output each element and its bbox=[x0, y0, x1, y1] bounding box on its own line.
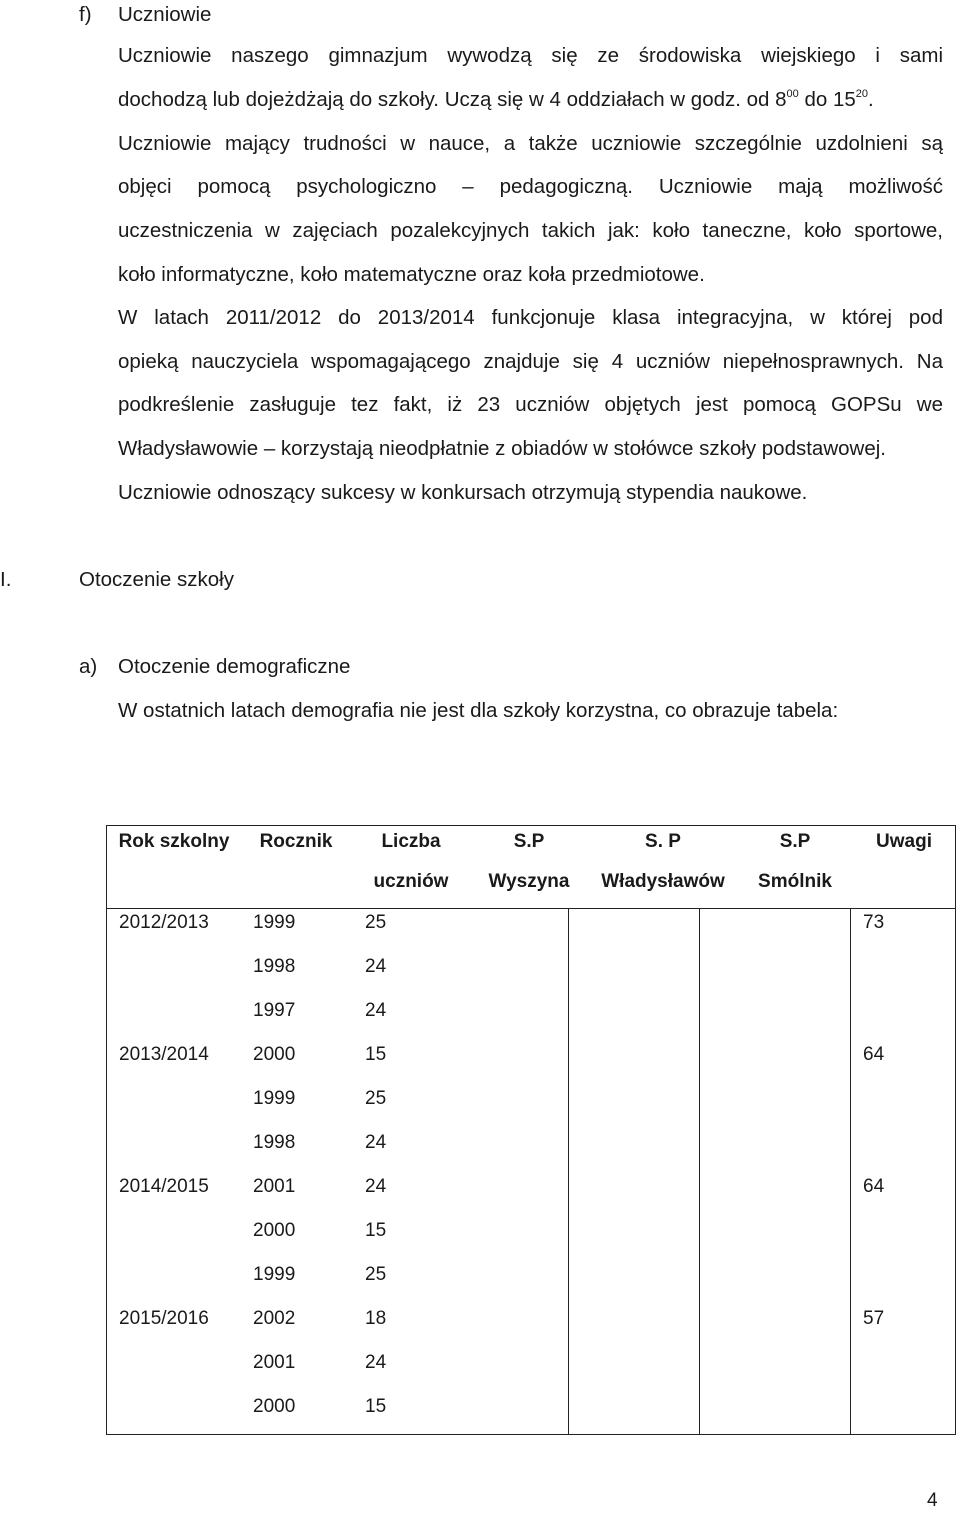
header-rok-szkolny: Rok szkolny bbox=[118, 831, 230, 852]
cell-liczba: 15 bbox=[365, 1220, 387, 1241]
cell-uwagi: 64 bbox=[863, 1044, 885, 1065]
header-sp-wyszyna-2: Wyszyna bbox=[488, 871, 570, 892]
column-divider-1 bbox=[568, 908, 569, 1434]
section-a-title: Otoczenie demograficzne bbox=[118, 655, 351, 678]
paragraph-line-5: uczestniczenia w zajęciach pozalekcyjnych takich jak: koło taneczne, koło sportowe, bbox=[118, 219, 943, 242]
cell-uwagi: 64 bbox=[863, 1176, 885, 1197]
header-uwagi: Uwagi bbox=[876, 831, 932, 852]
section-I-title: Otoczenie szkoły bbox=[79, 568, 234, 591]
demographics-table bbox=[106, 825, 956, 1435]
section-I-label: I. bbox=[0, 568, 12, 591]
header-sp-smolnik-1: S.P bbox=[779, 831, 811, 852]
cell-liczba: 24 bbox=[365, 1176, 387, 1197]
line2-start: dochodzą lub dojeżdżają do szkoły. Uczą się w 4 oddziałach w godz. od 8 bbox=[118, 88, 787, 111]
paragraph-line-6: koło informatyczne, koło matematyczne oraz koła przedmiotowe. bbox=[118, 263, 705, 286]
header-liczba: Liczba bbox=[381, 831, 441, 852]
cell-rocznik: 2001 bbox=[253, 1176, 296, 1197]
cell-liczba: 24 bbox=[365, 1000, 387, 1021]
header-uczniow: uczniów bbox=[373, 871, 449, 892]
cell-rocznik: 2002 bbox=[253, 1308, 296, 1329]
cell-rocznik: 1999 bbox=[253, 1088, 296, 1109]
cell-rocznik: 1999 bbox=[253, 1264, 296, 1285]
cell-liczba: 24 bbox=[365, 1132, 387, 1153]
cell-rocznik: 2001 bbox=[253, 1352, 296, 1373]
cell-liczba: 15 bbox=[365, 1396, 387, 1417]
cell-liczba: 25 bbox=[365, 1088, 387, 1109]
header-sp-wyszyna-1: S.P bbox=[513, 831, 545, 852]
cell-liczba: 25 bbox=[365, 912, 387, 933]
section-f-label: f) bbox=[79, 3, 92, 26]
cell-rocznik: 1999 bbox=[253, 912, 296, 933]
cell-uwagi: 57 bbox=[863, 1308, 885, 1329]
cell-liczba: 25 bbox=[365, 1264, 387, 1285]
paragraph-line-8: opieką nauczyciela wspomagającego znajduje się 4 uczniów niepełnosprawnych. Na bbox=[118, 350, 943, 373]
header-sp-smolnik-2: Smólnik bbox=[758, 871, 832, 892]
hour-start-minutes: 00 bbox=[786, 88, 799, 100]
cell-year: 2013/2014 bbox=[119, 1044, 209, 1065]
header-separator bbox=[107, 908, 955, 909]
page-number: 4 bbox=[927, 1490, 938, 1511]
section-f-title: Uczniowie bbox=[118, 3, 212, 26]
cell-rocznik: 1998 bbox=[253, 956, 296, 977]
line2-mid: do 15 bbox=[798, 88, 856, 111]
column-divider-3 bbox=[850, 908, 851, 1434]
cell-rocznik: 2000 bbox=[253, 1396, 296, 1417]
header-rocznik: Rocznik bbox=[259, 831, 333, 852]
section-a-label: a) bbox=[79, 655, 98, 678]
header-sp-wladyslawow-1: S. P bbox=[645, 831, 681, 852]
paragraph-line-3: Uczniowie mający trudności w nauce, a także uczniowie szczególnie uzdolnieni są bbox=[118, 132, 943, 155]
cell-liczba: 15 bbox=[365, 1044, 387, 1065]
cell-rocznik: 2000 bbox=[253, 1220, 296, 1241]
hour-end-minutes: 20 bbox=[855, 88, 869, 100]
column-divider-2 bbox=[699, 908, 700, 1434]
cell-year: 2015/2016 bbox=[119, 1308, 209, 1329]
line2-end: . bbox=[868, 88, 874, 111]
cell-rocznik: 2000 bbox=[253, 1044, 296, 1065]
cell-rocznik: 1998 bbox=[253, 1132, 296, 1153]
paragraph-line-2 bbox=[118, 85, 943, 115]
cell-liczba: 18 bbox=[365, 1308, 387, 1329]
paragraph-line-1: Uczniowie naszego gimnazjum wywodzą się ze środowiska wiejskiego i sami bbox=[118, 44, 943, 67]
section-a-text: W ostatnich latach demografia nie jest dla szkoły korzystna, co obrazuje tabela: bbox=[118, 699, 839, 722]
cell-uwagi: 73 bbox=[863, 912, 885, 933]
paragraph-line-10: Władysławowie – korzystają nieodpłatnie z obiadów w stołówce szkoły podstawowej. bbox=[118, 437, 886, 460]
cell-liczba: 24 bbox=[365, 956, 387, 977]
paragraph-line-7: W latach 2011/2012 do 2013/2014 funkcjonuje klasa integracyjna, w której pod bbox=[118, 306, 943, 329]
cell-rocznik: 1997 bbox=[253, 1000, 296, 1021]
header-sp-wladyslawow-2: Władysławów bbox=[601, 871, 725, 892]
cell-year: 2014/2015 bbox=[119, 1176, 209, 1197]
paragraph-line-11: Uczniowie odnoszący sukcesy w konkursach otrzymują stypendia naukowe. bbox=[118, 481, 808, 504]
cell-year: 2012/2013 bbox=[119, 912, 209, 933]
cell-liczba: 24 bbox=[365, 1352, 387, 1373]
paragraph-line-9: podkreślenie zasługuje tez fakt, iż 23 uczniów objętych jest pomocą GOPSu we bbox=[118, 393, 943, 416]
paragraph-line-4: objęci pomocą psychologiczno – pedagogiczną. Uczniowie mają możliwość bbox=[118, 175, 943, 198]
